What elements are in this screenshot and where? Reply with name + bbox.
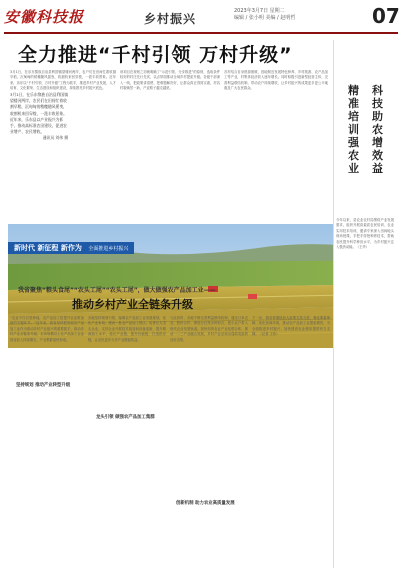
feature-subhead-1: 坚持规划 推动产业转型升级 — [16, 383, 71, 388]
sidebar-title-1 — [348, 84, 360, 175]
feature-col2: 各地坚持规划引领，编制农产品加工业发展规划，优化产业布局，建设一批农产品加工园区。培育壮大龙头企业，支持企业开展技术改造和设备更新，提升精深加工水平，延长产业链、提升价值链、打造供应链，让农民更多分享产业增值收益。 — [88, 316, 166, 342]
masthead — [4, 4, 398, 34]
feature-col4: 下一步，我省将继续加大政策支持力度，强化要素保障，优化营商环境，推动农产品加工业提质增效，为全面推进乡村振兴、加快建设农业强省提供有力支撑。（记者 王伟） — [252, 316, 330, 337]
lead-headline: 全力推进“千村引领 万村升级” — [18, 44, 293, 66]
newspaper-logo: 安徽科技报 — [4, 8, 85, 26]
photo-caption — [10, 92, 68, 142]
feature-subhead-2: 龙头引领 做强农产品加工集群 — [96, 415, 155, 420]
banner-tag-1: 新时代 — [14, 244, 35, 252]
editor-line: 编辑 / 张小明 美编 / 赵明哲 — [234, 15, 296, 21]
banner-tag-2: 新征程 — [37, 244, 59, 252]
feature-col1: “农业不仅仅是种地，农产品加工是提升农业附加值的关键环节。”近年来，我省坚持把发展农产品加工业作为推动乡村产业振兴的重要抓手，推动乡村产业全链条升级。全省规模以上农产品加工企业营业收入持续增长，产业集群加快形成。 — [10, 316, 84, 342]
feature-subhead-3: 创新机制 助力农业高质量发展 — [176, 501, 235, 506]
photo-caption-text: 3月1日，在乐东黎族自治县利国镇望楼河两岸，农民们在田间忙着收割早稻，沉甸甸的稻穗随风摇曳，收割机来回穿梭，一派丰收景象。近年来，乐东县以产业振兴为抓手，推动高标准农田建设，促进农业增产、农民增收。 — [10, 92, 68, 135]
topic-banner — [8, 242, 134, 254]
banner-tag-3: 新作为 — [60, 244, 82, 252]
sidebar-body: 今年以来，县农业农村局围绕产业发展需求，组织开展高素质农民培训、农业实用技术培训，邀请专家深入田间地头现场授课，手把手传授种养技术，帮助农民提升科学种田水平，为乡村振兴注入强劲动能。（王华） — [336, 218, 394, 250]
feature-headline: 推动乡村产业全链条升级 — [72, 298, 193, 311]
lead-body-col2: 该项目在规划之初就明确了“示范引领、分步推进”的原则，选取条件较好的村庄先行先试，以点带面推动全域乡村提质升级。各级干部深入一线，把政策讲清楚、把难题解决好，让群众真正得到实惠，村容村貌焕然一新，产业路子越走越宽。 — [120, 70, 220, 91]
lead-body-col3: 各村结合自身资源禀赋，因地制宜发展特色种养、乡村旅游、农产品加工等产业，村集体经济收入逐年增长。同时积极引进新型经营主体，完善利益联结机制，带动农户持续增收，让乡村振兴的成果更多更公平地惠及广大农民群众。 — [224, 70, 328, 91]
sidebar-title-1b-text: 强农业 — [348, 136, 359, 175]
feature-col3: 与此同时，各地不断完善利益联结机制，通过订单农业、股份合作、保底分红等多种形式，把小农户带入现代农业发展轨道。加快培育农业产业化联合体，推动一二三产业融合发展，乡村产业呈现出蓬勃发展的良好态势。 — [170, 316, 248, 342]
date-line: 2023年3月7日 星期二 — [234, 8, 285, 14]
photo-credit: 通讯员 刘伟 摄 — [42, 135, 68, 141]
sidebar-title-2-text: 科技助农 — [372, 84, 383, 136]
lead-body-col1: 3月1日，在乐东黎族自治县利国镇望楼河两岸，农户们在田间忙着收割早稻，沉甸甸的稻穗随风摇曳，收割机来回穿梭，一派丰收景象。近年来，乐东以“千村引领、万村升级”工程为抓手，推进乡村产业发展、人才培育、文化繁荣、生态建设和组织建设，持续擦亮乡村振兴底色。 — [10, 70, 116, 91]
sidebar-title-2 — [372, 84, 384, 175]
banner-topic: 全面推进乡村振兴 — [88, 246, 129, 252]
page-number: 07 — [372, 4, 400, 28]
sidebar-title-1-text: 精准培训 — [348, 84, 359, 136]
section-title: 乡村振兴 — [144, 12, 197, 26]
date-info — [234, 8, 374, 22]
feature-kicker: 我省聚焦“粮头食尾”“农头工尾”“农头工尾”，做大做强农产品加工业—— — [18, 287, 216, 294]
sidebar-title-2b-text: 增效益 — [372, 136, 383, 175]
